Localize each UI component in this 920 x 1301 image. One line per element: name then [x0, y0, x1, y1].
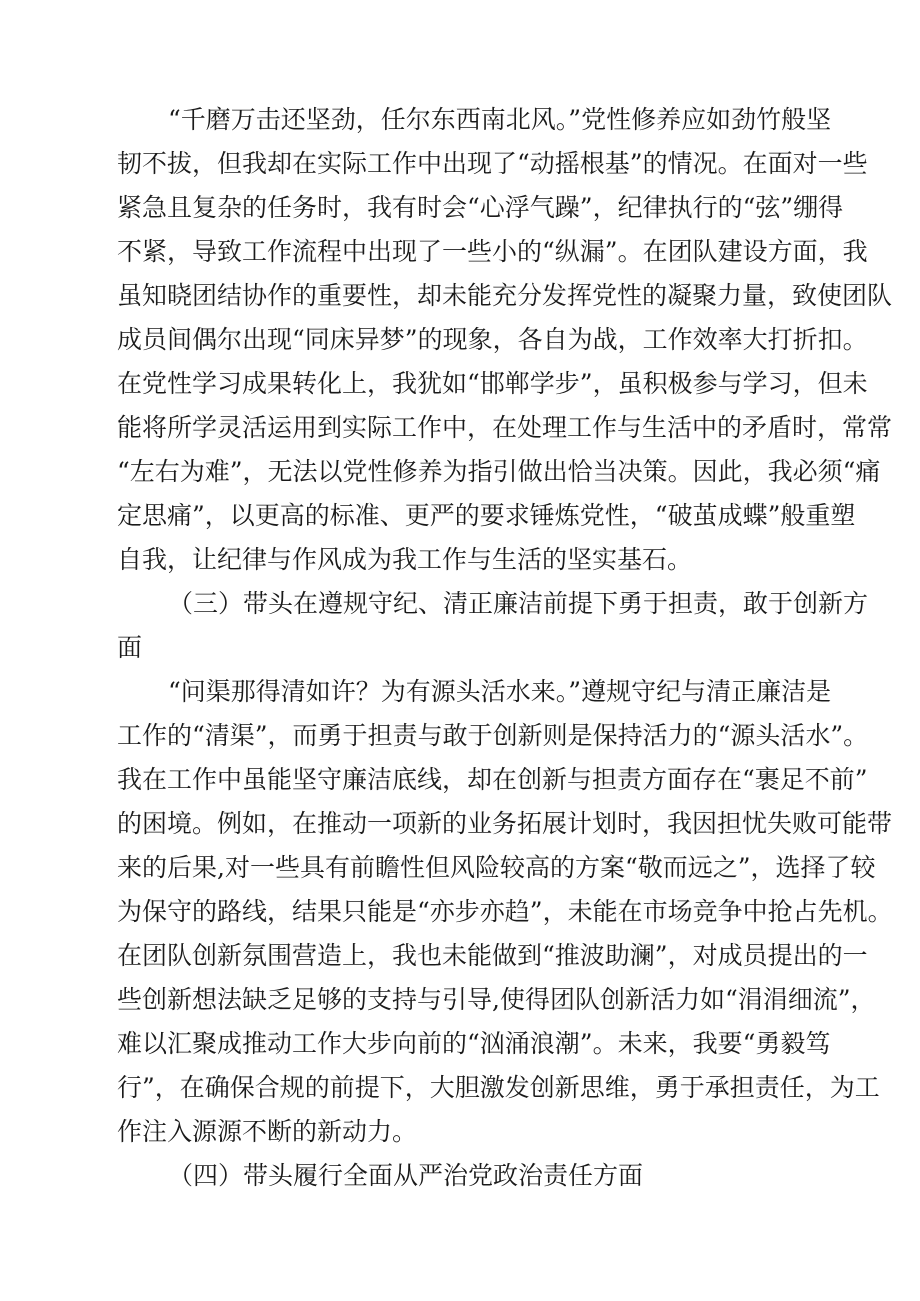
section-heading: （四）带头履行全面从严治党政治责任方面 [168, 1161, 644, 1190]
paragraph-line: 的困境。例如，在推动一项新的业务拓展计划时，我因担忧失败可能带 [117, 809, 893, 838]
paragraph-line: 在党性学习成果转化上，我犹如“邯郸学步”，虽积极参与学习，但未 [117, 369, 868, 398]
paragraph-line: 能将所学灵活运用到实际工作中，在处理工作与生活中的矛盾时，常常 [117, 413, 893, 442]
paragraph-line: “千磨万击还坚劲，任尔东西南北风。”党性修养应如劲竹般坚 [168, 105, 832, 134]
paragraph-line: 在团队创新氛围营造上，我也未能做到“推波助澜”，对成员提出的一 [117, 941, 868, 970]
paragraph-line: 作注入源源不断的新动力。 [117, 1117, 418, 1146]
paragraph-line: “问渠那得清如许？为有源头活水来。”遵规守纪与清正廉洁是 [168, 677, 832, 706]
paragraph-line: 来的后果,对一些具有前瞻性但风险较高的方案“敬而远之”，选择了较 [117, 853, 876, 882]
paragraph-line: 不紧，导致工作流程中出现了一些小的“纵漏”。在团队建设方面，我 [117, 237, 868, 266]
paragraph-line: 韧不拔，但我却在实际工作中出现了“动摇根基”的情况。在面对一些 [117, 149, 868, 178]
paragraph-line: 为保守的路线，结果只能是“亦步亦趋”，未能在市场竞争中抢占先机。 [117, 897, 893, 926]
paragraph-line: 定思痛”，以更高的标准、更严的要求锤炼党性，“破茧成蝶”般重塑 [117, 501, 856, 530]
section-heading: （三）带头在遵规守纪、清正廉洁前提下勇于担责，敢于创新方 [168, 589, 869, 618]
paragraph-line: “左右为难”，无法以党性修养为指引做出恰当决策。因此，我必须“痛 [117, 457, 881, 486]
paragraph-line: 行”，在确保合规的前提下，大胆激发创新思维，勇于承担责任，为工 [117, 1073, 880, 1102]
paragraph-line: 自我，让纪律与作风成为我工作与生活的坚实基石。 [117, 545, 693, 574]
paragraph-line: 我在工作中虽能坚守廉洁底线，却在创新与担责方面存在“裹足不前” [117, 765, 868, 794]
paragraph-line: 成员间偶尔出现“同床异梦”的现象，各自为战，工作效率大打折扣。 [117, 325, 868, 354]
paragraph-line: 工作的“清渠”，而勇于担责与敢于创新则是保持活力的“源头活水”。 [117, 721, 869, 750]
paragraph-line: 紧急且复杂的任务时，我有时会“心浮气躁”，纪律执行的“弦”绷得 [117, 193, 844, 222]
paragraph-line: 些创新想法缺乏足够的支持与引导,使得团队创新活力如“涓涓细流”， [117, 985, 876, 1014]
paragraph-line: 难以汇聚成推动工作大步向前的“汹涌浪潮”。未来，我要“勇毅笃 [117, 1029, 831, 1058]
paragraph-line: 虽知晓团结协作的重要性，却未能充分发挥党性的凝聚力量，致使团队 [117, 281, 893, 310]
section-heading: 面 [117, 633, 143, 662]
